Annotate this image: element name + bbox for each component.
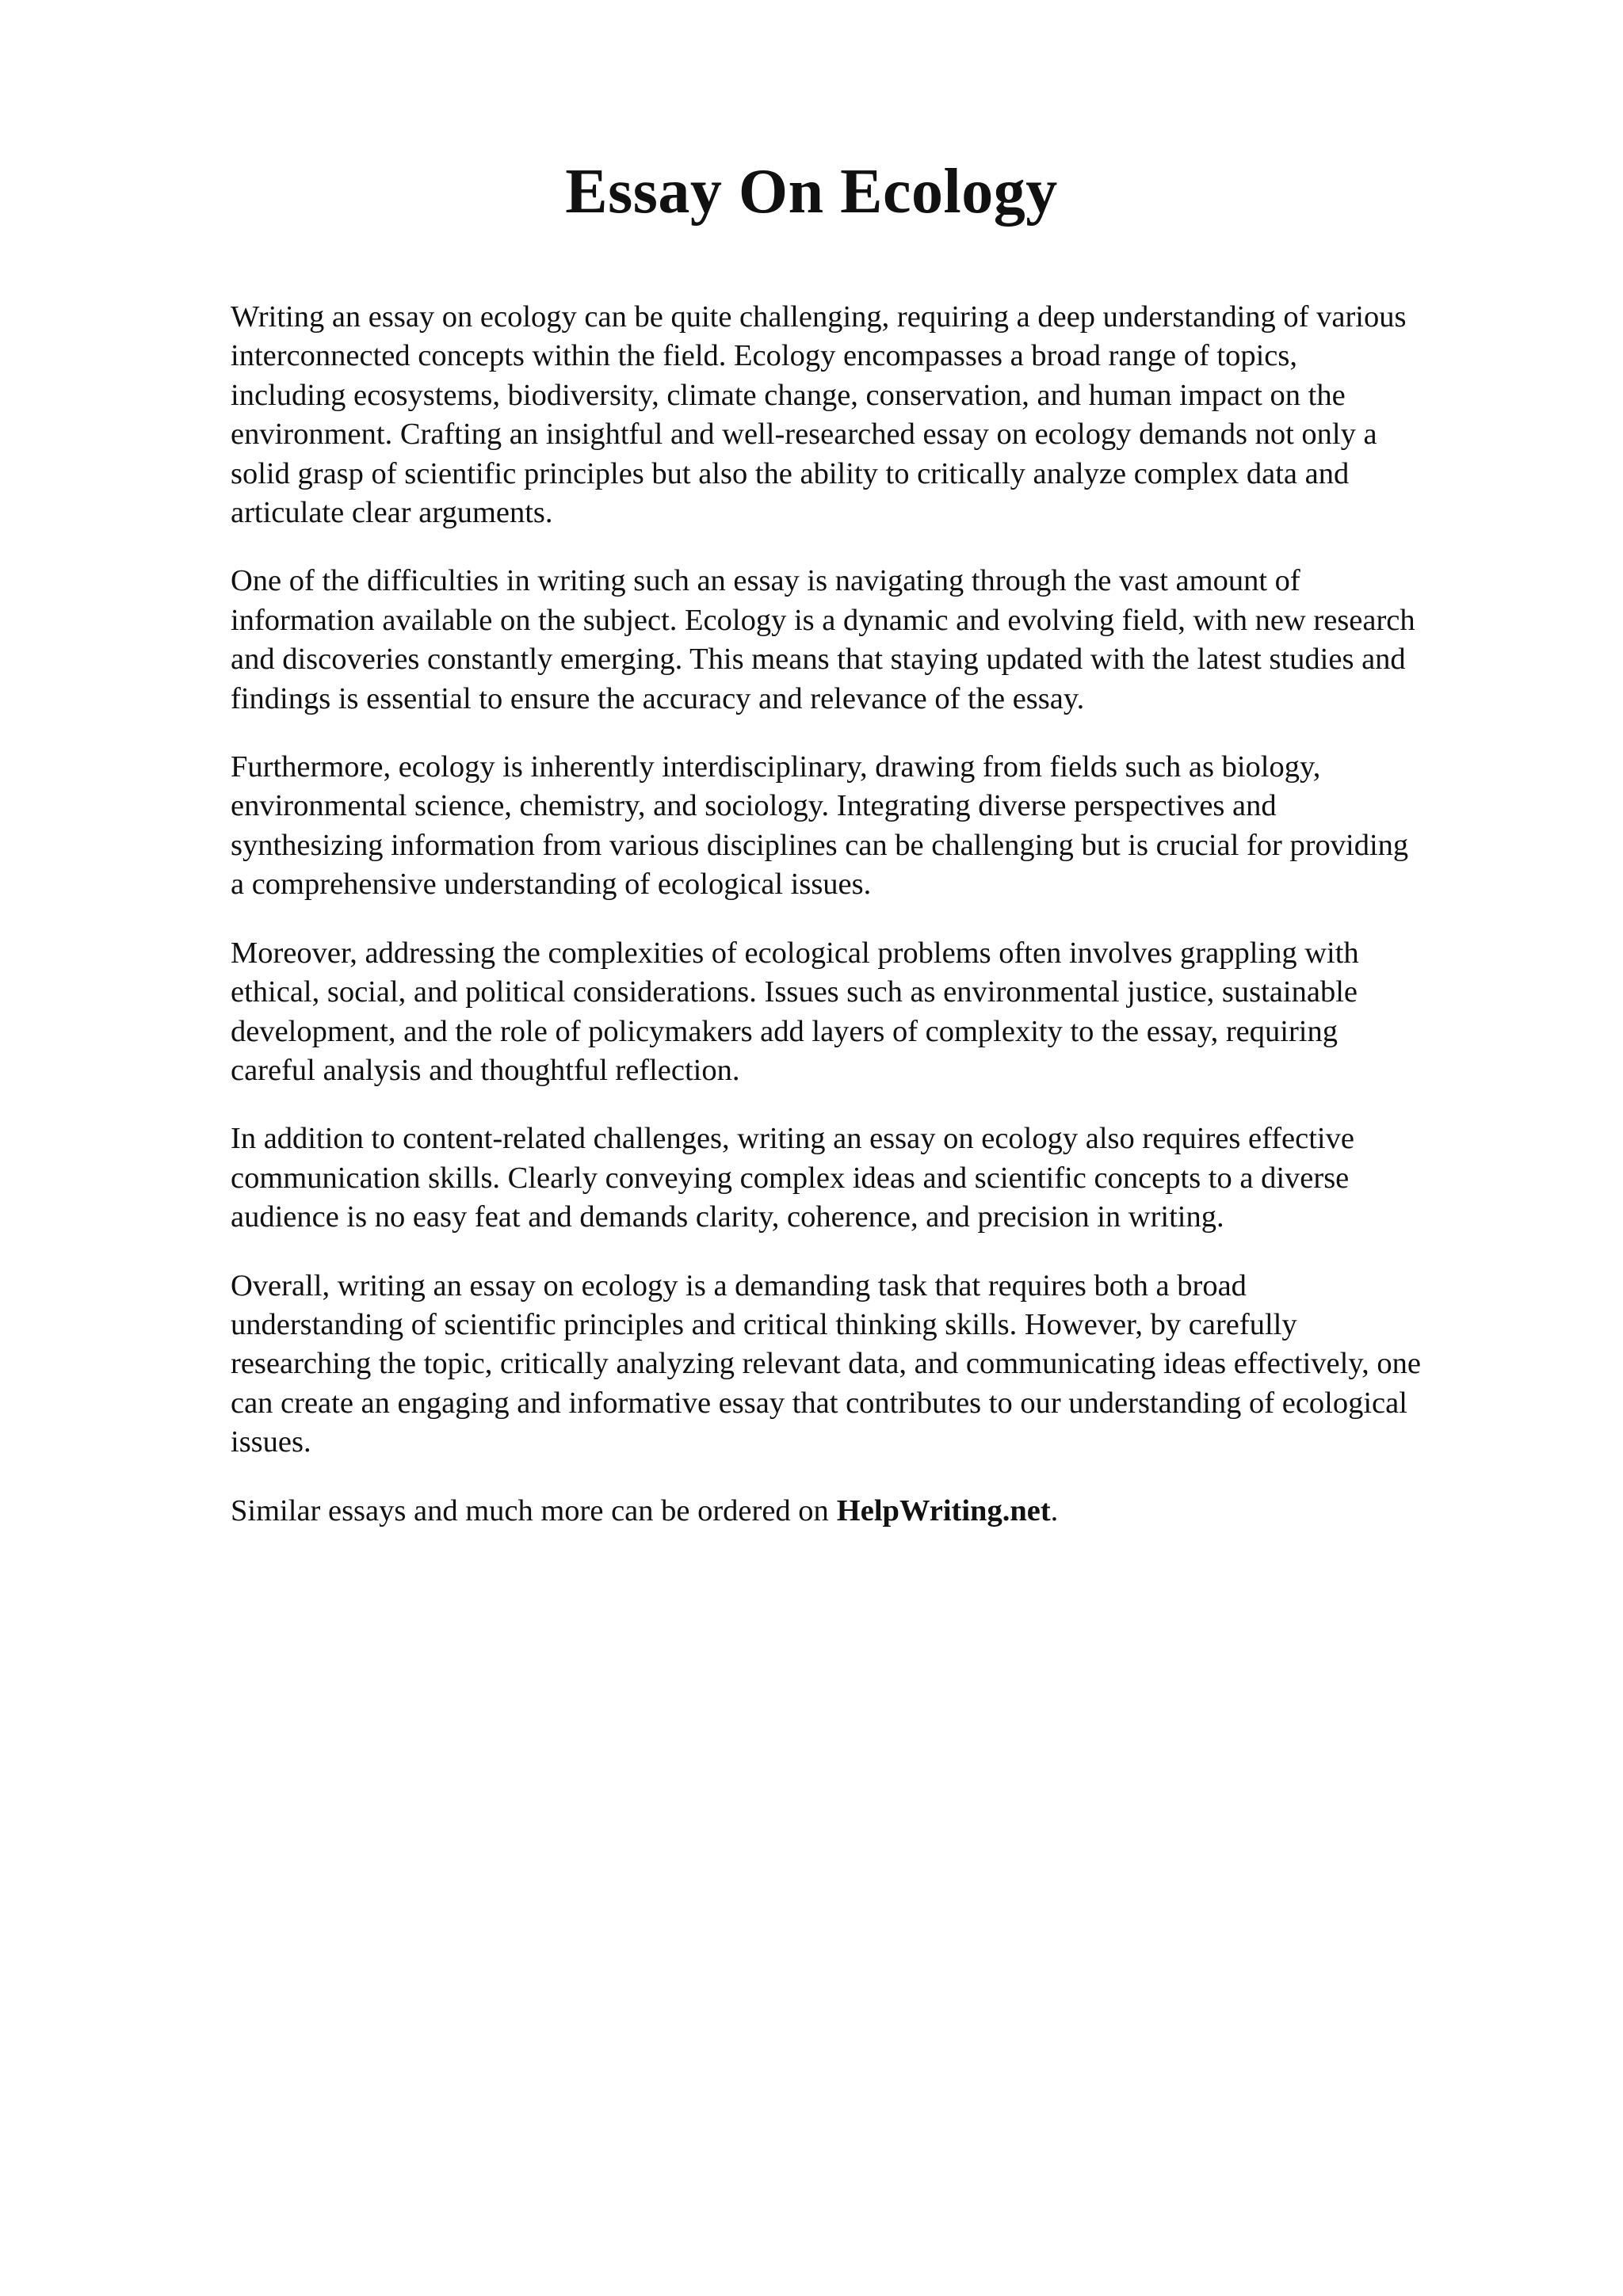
text-line: environment. Crafting an insightful and well-researched essay on ecology demands not only a: [231, 418, 1377, 452]
essay-paragraph: [231, 298, 1522, 532]
text-line: interconnected concepts within the field. Ecology encompasses a broad range of topics,: [231, 339, 1297, 373]
text-line: articulate clear arguments.: [231, 496, 553, 530]
text-line: careful analysis and thoughtful reflection.: [231, 1053, 740, 1087]
essay-paragraph: [231, 748, 1522, 905]
text-line: communication skills. Clearly conveying complex ideas and scientific concepts to a diverse: [231, 1161, 1350, 1195]
text-line: In addition to content-related challenges, writing an essay on ecology also requires effective: [231, 1122, 1354, 1156]
text-line: information available on the subject. Ecology is a dynamic and evolving field, with new research: [231, 603, 1415, 637]
text-line: One of the difficulties in writing such an essay is navigating through the vast amount of: [231, 564, 1300, 598]
text-line: a comprehensive understanding of ecological issues.: [231, 868, 872, 902]
text-line: and discoveries constantly emerging. This means that staying updated with the latest studies and: [231, 643, 1406, 677]
essay-paragraph: [231, 934, 1522, 1091]
promo-period: .: [1050, 1493, 1059, 1527]
text-line: ethical, social, and political considerations. Issues such as environmental justice, sustainable: [231, 975, 1358, 1009]
text-line: environmental science, chemistry, and sociology. Integrating diverse perspectives and: [231, 789, 1277, 823]
text-line: development, and the role of policymakers add layers of complexity to the essay, requiring: [231, 1014, 1338, 1048]
text-line: Furthermore, ecology is inherently interdisciplinary, drawing from fields such as biology,: [231, 750, 1321, 784]
text-line: including ecosystems, biodiversity, climate change, conservation, and human impact on the: [231, 378, 1346, 412]
text-line: findings is essential to ensure the accuracy and relevance of the essay.: [231, 681, 1085, 715]
text-line: Writing an essay on ecology can be quite challenging, requiring a deep understanding of various: [231, 300, 1407, 334]
paragraph-list: [231, 298, 1522, 1463]
text-line: Overall, writing an essay on ecology is a demanding task that requires both a broad: [231, 1268, 1247, 1302]
text-line: issues.: [231, 1425, 311, 1459]
text-line: synthesizing information from various disciplines can be challenging but is crucial for providing: [231, 828, 1409, 862]
promo-text: Similar essays and much more can be ordered on: [231, 1493, 829, 1527]
text-line: understanding of scientific principles and critical thinking skills. However, by carefully: [231, 1307, 1297, 1341]
essay-paragraph: [231, 562, 1522, 719]
essay-paragraph: [231, 1119, 1522, 1237]
document-title: Essay On Ecology: [565, 157, 1058, 227]
text-line: solid grasp of scientific principles but also the ability to critically analyze complex data and: [231, 456, 1350, 490]
brand-link[interactable]: HelpWriting.net: [836, 1493, 1051, 1527]
promo-paragraph: [231, 1492, 1522, 1531]
text-line: audience is no easy feat and demands clarity, coherence, and precision in writing.: [231, 1200, 1224, 1234]
text-line: researching the topic, critically analyzing relevant data, and communicating ideas effectively, one: [231, 1347, 1421, 1381]
text-line: Moreover, addressing the complexities of ecological problems often involves grappling with: [231, 936, 1359, 970]
text-line: can create an engaging and informative essay that contributes to our understanding of ecological: [231, 1386, 1407, 1420]
document-body: [231, 298, 1522, 1560]
essay-paragraph: [231, 1267, 1522, 1463]
